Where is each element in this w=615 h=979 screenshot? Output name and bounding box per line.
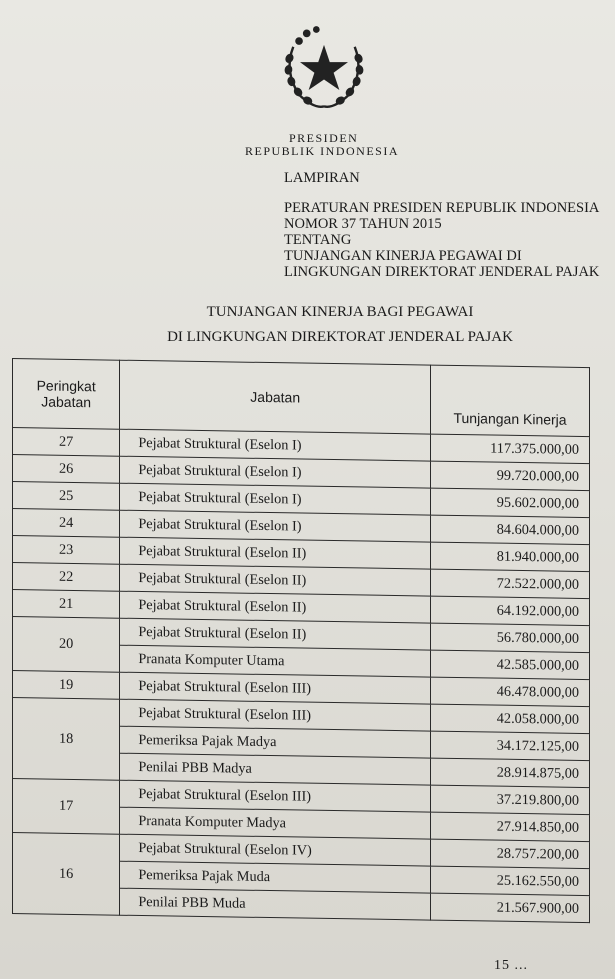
amount-cell: 56.780.000,00 (431, 623, 590, 652)
rank-cell: 21 (13, 590, 120, 619)
rank-cell: 16 (13, 833, 120, 916)
meta-line: TENTANG (284, 232, 352, 248)
rank-cell: 18 (13, 698, 120, 781)
position-cell: Pejabat Struktural (Eselon IV) (120, 834, 431, 866)
amount-cell: 95.602.000,00 (431, 488, 590, 517)
amount-cell: 28.757.200,00 (431, 839, 590, 868)
amount-cell: 72.522.000,00 (431, 569, 590, 598)
issuer-line2: REPUBLIK INDONESIA (245, 144, 399, 158)
title-line1: TUNJANGAN KINERJA BAGI PEGAWAI (206, 304, 474, 320)
position-cell: Pejabat Struktural (Eselon I) (120, 483, 431, 515)
position-cell: Pemeriksa Pajak Madya (120, 726, 431, 758)
meta-line: NOMOR 37 TAHUN 2015 (284, 216, 442, 232)
position-cell: Pejabat Struktural (Eselon I) (120, 510, 431, 542)
presidential-emblem-icon (276, 18, 372, 114)
amount-cell: 64.192.000,00 (431, 596, 590, 625)
rank-cell: 20 (13, 617, 120, 673)
issuer-block (245, 132, 399, 158)
allowance-table (12, 358, 590, 923)
position-cell: Penilai PBB Muda (120, 888, 431, 920)
position-cell: Pejabat Struktural (Eselon II) (120, 564, 431, 596)
position-cell: Pranata Komputer Madya (120, 807, 431, 839)
rank-cell: 22 (13, 563, 120, 592)
page-number: 15 ... (494, 958, 528, 973)
amount-cell: 37.219.800,00 (431, 785, 590, 814)
issuer-line1: PRESIDEN (289, 131, 359, 145)
header-allowance: Tunjangan Kinerja (431, 365, 590, 436)
amount-cell: 28.914.875,00 (431, 758, 590, 787)
position-cell: Pejabat Struktural (Eselon II) (120, 618, 431, 650)
amount-cell: 84.604.000,00 (431, 515, 590, 544)
title-line2: DI LINGKUNGAN DIREKTORAT JENDERAL PAJAK (167, 329, 513, 345)
amount-cell: 34.172.125,00 (431, 731, 590, 760)
amount-cell: 46.478.000,00 (431, 677, 590, 706)
amount-cell: 81.940.000,00 (431, 542, 590, 571)
header-position: Jabatan (120, 360, 431, 434)
rank-cell: 26 (13, 455, 120, 484)
rank-cell: 17 (13, 779, 120, 835)
position-cell: Pejabat Struktural (Eselon III) (120, 780, 431, 812)
table-header-row (13, 359, 590, 437)
amount-cell: 21.567.900,00 (431, 893, 590, 922)
regulation-meta (284, 170, 599, 280)
amount-cell: 117.375.000,00 (431, 434, 590, 463)
meta-line: TUNJANGAN KINERJA PEGAWAI DI (284, 248, 522, 264)
document-title (150, 300, 530, 350)
lampiran-label: LAMPIRAN (284, 170, 360, 186)
position-cell: Penilai PBB Madya (120, 753, 431, 785)
rank-cell: 23 (13, 536, 120, 565)
rank-cell: 27 (13, 428, 120, 457)
rank-cell: 19 (13, 671, 120, 700)
position-cell: Pejabat Struktural (Eselon III) (120, 699, 431, 731)
position-cell: Pejabat Struktural (Eselon II) (120, 591, 431, 623)
position-cell: Pranata Komputer Utama (120, 645, 431, 677)
meta-line: LINGKUNGAN DIREKTORAT JENDERAL PAJAK (284, 264, 600, 280)
rank-cell: 24 (13, 509, 120, 538)
position-cell: Pejabat Struktural (Eselon I) (120, 429, 431, 461)
position-cell: Pejabat Struktural (Eselon III) (120, 672, 431, 704)
meta-line: PERATURAN PRESIDEN REPUBLIK INDONESIA (284, 200, 600, 216)
header-rank: Peringkat Jabatan (13, 359, 120, 430)
amount-cell: 25.162.550,00 (431, 866, 590, 895)
rank-cell: 25 (13, 482, 120, 511)
position-cell: Pejabat Struktural (Eselon II) (120, 537, 431, 569)
amount-cell: 27.914.850,00 (431, 812, 590, 841)
amount-cell: 99.720.000,00 (431, 461, 590, 490)
position-cell: Pejabat Struktural (Eselon I) (120, 456, 431, 488)
amount-cell: 42.058.000,00 (431, 704, 590, 733)
position-cell: Pemeriksa Pajak Muda (120, 861, 431, 893)
amount-cell: 42.585.000,00 (431, 650, 590, 679)
